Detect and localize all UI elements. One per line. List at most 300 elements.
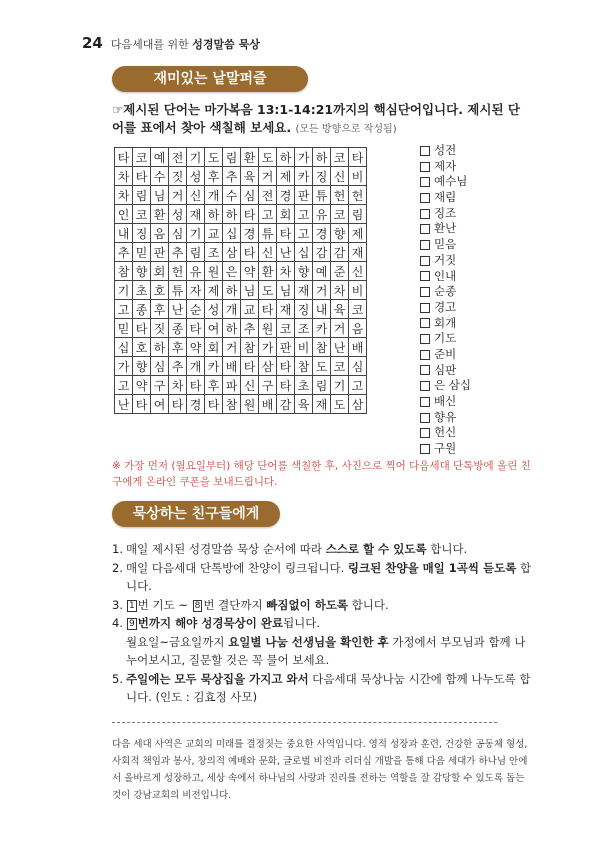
- word-list-item: [420, 237, 471, 253]
- word-list-item: [420, 174, 471, 190]
- grid-cell[interactable]: 튜: [169, 281, 187, 300]
- step-text-bold: 링크된 찬양을 매일 1곡씩 듣도록: [347, 560, 517, 575]
- word-list-item: [420, 269, 471, 285]
- grid-row: [115, 319, 367, 338]
- grid-cell[interactable]: 예: [151, 148, 169, 167]
- grid-cell[interactable]: 십: [295, 243, 313, 262]
- word-label: 징조: [434, 205, 457, 220]
- word-label: 예수님: [434, 174, 468, 189]
- grid-cell[interactable]: 추: [223, 167, 241, 186]
- checkbox[interactable]: [420, 287, 430, 297]
- grid-cell[interactable]: 후: [169, 338, 187, 357]
- meditation-section-title: 묵상하는 친구들에게: [112, 501, 280, 527]
- grid-cell[interactable]: 튜: [313, 186, 331, 205]
- grid-row: [115, 186, 367, 205]
- step-text-bold: 요일별 나눔 선생님을 확인한 후: [228, 634, 389, 649]
- grid-cell[interactable]: 약: [241, 262, 259, 281]
- grid-cell[interactable]: 육: [331, 300, 349, 319]
- checkbox[interactable]: [420, 177, 430, 187]
- grid-cell[interactable]: 준: [331, 262, 349, 281]
- checkbox[interactable]: [420, 224, 430, 234]
- grid-cell[interactable]: 약: [187, 338, 205, 357]
- grid-cell[interactable]: 신: [187, 186, 205, 205]
- grid-cell[interactable]: 삼: [259, 357, 277, 376]
- grid-cell[interactable]: 헌: [169, 262, 187, 281]
- grid-cell[interactable]: 원: [259, 319, 277, 338]
- checkbox[interactable]: [420, 350, 430, 360]
- divider: [112, 722, 497, 723]
- grid-cell[interactable]: 도: [259, 281, 277, 300]
- grid-cell[interactable]: 타: [241, 357, 259, 376]
- grid-cell[interactable]: 코: [331, 205, 349, 224]
- checkbox[interactable]: [420, 318, 430, 328]
- step-number: 5.: [112, 671, 123, 686]
- word-list-item: [420, 221, 471, 237]
- word-list-item: [420, 159, 471, 175]
- grid-cell[interactable]: 가: [295, 148, 313, 167]
- checkbox[interactable]: [420, 162, 430, 172]
- grid-cell[interactable]: 배: [259, 395, 277, 414]
- grid-cell[interactable]: 카: [313, 319, 331, 338]
- word-label: 거짓: [434, 252, 457, 267]
- grid-cell[interactable]: 환: [259, 262, 277, 281]
- grid-cell[interactable]: 차: [331, 281, 349, 300]
- grid-cell[interactable]: 회: [151, 262, 169, 281]
- grid-cell[interactable]: 고: [349, 376, 367, 395]
- grid-cell[interactable]: 타: [115, 148, 133, 167]
- grid-cell[interactable]: 성: [169, 205, 187, 224]
- step-text-part: 매일 제시된 성경말씀 묵상 순서에 따라: [126, 542, 326, 556]
- grid-row: [115, 357, 367, 376]
- step-text-bold: 주일에는 모두 묵상집을 가지고 와서: [126, 671, 309, 686]
- grid-cell[interactable]: 내: [313, 300, 331, 319]
- grid-cell[interactable]: 교: [205, 224, 223, 243]
- grid-cell[interactable]: 고: [295, 224, 313, 243]
- grid-cell[interactable]: 기: [115, 281, 133, 300]
- grid-cell[interactable]: 조: [205, 243, 223, 262]
- step-4: [112, 614, 532, 670]
- grid-cell[interactable]: 도: [205, 148, 223, 167]
- grid-cell[interactable]: 삼: [349, 395, 367, 414]
- grid-cell[interactable]: 삼: [223, 243, 241, 262]
- grid-cell[interactable]: 고: [259, 205, 277, 224]
- grid-cell[interactable]: 감: [313, 243, 331, 262]
- word-list-item: [420, 363, 471, 379]
- grid-cell[interactable]: 은: [223, 262, 241, 281]
- word-list-item: [420, 347, 471, 363]
- grid-cell[interactable]: 개: [223, 300, 241, 319]
- checkbox[interactable]: [420, 444, 430, 454]
- boxed-number: 1: [129, 600, 135, 611]
- grid-row: [115, 224, 367, 243]
- word-label: 은 삼십: [434, 378, 471, 393]
- step-text-bold: 번까지 해야 성경묵상이 완료: [137, 616, 284, 630]
- grid-cell[interactable]: 십: [115, 338, 133, 357]
- grid-cell[interactable]: 차: [277, 262, 295, 281]
- grid-cell[interactable]: 차: [169, 376, 187, 395]
- grid-cell[interactable]: 약: [133, 376, 151, 395]
- grid-cell[interactable]: 거: [169, 186, 187, 205]
- step-text-part: 매일 다음세대 단톡방에 찬양이 링크됩니다.: [126, 560, 348, 575]
- grid-cell[interactable]: 음: [349, 319, 367, 338]
- grid-cell[interactable]: 개: [187, 357, 205, 376]
- grid-cell[interactable]: 후: [205, 167, 223, 186]
- grid-cell[interactable]: 종: [133, 300, 151, 319]
- step-number: 1.: [112, 542, 123, 556]
- grid-cell[interactable]: 거: [313, 281, 331, 300]
- grid-cell[interactable]: 회: [277, 205, 295, 224]
- grid-cell[interactable]: 향: [133, 357, 151, 376]
- grid-cell[interactable]: 후: [205, 376, 223, 395]
- grid-cell[interactable]: 타: [277, 224, 295, 243]
- grid-cell[interactable]: 향: [133, 262, 151, 281]
- step-2: [112, 559, 532, 596]
- grid-cell[interactable]: 비: [349, 167, 367, 186]
- grid-cell[interactable]: 튜: [259, 224, 277, 243]
- word-list-item: [420, 425, 471, 441]
- grid-cell[interactable]: 심: [349, 357, 367, 376]
- grid-cell[interactable]: 구: [259, 376, 277, 395]
- grid-cell[interactable]: 타: [187, 319, 205, 338]
- word-list-item: [420, 378, 471, 394]
- grid-cell[interactable]: 타: [169, 395, 187, 414]
- grid-row: [115, 376, 367, 395]
- grid-cell[interactable]: 징: [133, 224, 151, 243]
- grid-cell[interactable]: 순: [187, 300, 205, 319]
- grid-cell[interactable]: 타: [277, 376, 295, 395]
- grid-cell[interactable]: 십: [223, 224, 241, 243]
- grid-cell[interactable]: 유: [187, 262, 205, 281]
- grid-cell[interactable]: 수: [223, 186, 241, 205]
- vision-statement: 다음 세대 사역은 교회의 미래를 결정짓는 중요한 사역입니다. 영적 성장과 훈련, 건강한 공동체 형성, 사회적 책임과 봉사, 창의적 예배와 문화, 글로벌 비전과 리더십 개발을 통해 다음 세대가 하나님 안에서 올바르게 성장하고, 세상 속에서 하나님의 사랑과 진리를 전하는 역할을 잘 감당할 수 있도록 돕는 것이 강남교회의 비전입니다.: [112, 739, 528, 801]
- coupon-remark: ※ 가장 먼저 (월요일부터) 해당 단어를 색칠한 후, 사진으로 찍어 다음세대 단톡방에 올린 친구에게 온라인 쿠폰을 보내드립니다.: [112, 460, 531, 488]
- grid-cell[interactable]: 하: [151, 338, 169, 357]
- checkbox[interactable]: [420, 365, 430, 375]
- grid-cell[interactable]: 타: [241, 243, 259, 262]
- grid-row: [115, 243, 367, 262]
- grid-cell[interactable]: 난: [277, 243, 295, 262]
- word-list-item: [420, 410, 471, 426]
- grid-cell[interactable]: 고: [115, 376, 133, 395]
- word-list-item: [420, 190, 471, 206]
- grid-cell[interactable]: 육: [241, 167, 259, 186]
- grid-cell[interactable]: 참: [313, 338, 331, 357]
- grid-cell[interactable]: 판: [277, 338, 295, 357]
- word-label: 경고: [434, 299, 457, 314]
- grid-cell[interactable]: 전: [169, 148, 187, 167]
- grid-cell[interactable]: 림: [349, 205, 367, 224]
- grid-cell[interactable]: 초: [295, 376, 313, 395]
- checkbox[interactable]: [420, 428, 430, 438]
- grid-cell[interactable]: 님: [277, 281, 295, 300]
- grid-cell[interactable]: 믿: [133, 243, 151, 262]
- step-text: [126, 596, 389, 615]
- grid-cell[interactable]: 호: [151, 281, 169, 300]
- grid-cell[interactable]: 코: [331, 357, 349, 376]
- grid-cell[interactable]: 림: [133, 186, 151, 205]
- grid-cell[interactable]: 성: [187, 167, 205, 186]
- grid-cell[interactable]: 교: [241, 300, 259, 319]
- grid-cell[interactable]: 기: [331, 376, 349, 395]
- grid-cell[interactable]: 자: [187, 281, 205, 300]
- step-text-part: 월요일~금요일까지: [126, 634, 229, 649]
- grid-cell[interactable]: 기: [187, 148, 205, 167]
- grid-cell[interactable]: 타: [133, 167, 151, 186]
- grid-row: [115, 262, 367, 281]
- grid-cell[interactable]: 비: [295, 338, 313, 357]
- grid-cell[interactable]: 추: [169, 357, 187, 376]
- checkbox[interactable]: [420, 381, 430, 391]
- step-number: 3.: [112, 597, 123, 612]
- grid-cell[interactable]: 재: [277, 300, 295, 319]
- grid-cell[interactable]: 조: [295, 319, 313, 338]
- grid-cell[interactable]: 판: [151, 243, 169, 262]
- grid-cell[interactable]: 재: [349, 243, 367, 262]
- grid-cell[interactable]: 코: [133, 148, 151, 167]
- grid-cell[interactable]: 도: [259, 148, 277, 167]
- step-text: [126, 540, 467, 559]
- grid-cell[interactable]: 예: [313, 262, 331, 281]
- step-text-part: 번 기도 ~: [137, 597, 192, 612]
- instructions-note: (모든 방향으로 작성됨): [295, 124, 397, 135]
- grid-cell[interactable]: 환: [241, 148, 259, 167]
- grid-cell[interactable]: 도: [331, 395, 349, 414]
- grid-cell[interactable]: 초: [133, 281, 151, 300]
- step-text-bold: 스스로 할 수 있도록: [325, 542, 427, 556]
- boxed-number: 9: [129, 619, 135, 629]
- grid-cell[interactable]: 향: [295, 262, 313, 281]
- grid-cell[interactable]: 가: [115, 357, 133, 376]
- grid-cell[interactable]: 호: [133, 338, 151, 357]
- page-header: [82, 34, 260, 52]
- grid-cell[interactable]: 신: [349, 262, 367, 281]
- grid-cell[interactable]: 향: [331, 224, 349, 243]
- boxed-number: 8: [194, 600, 201, 611]
- grid-cell[interactable]: 난: [169, 300, 187, 319]
- checkbox[interactable]: [420, 256, 430, 266]
- grid-cell[interactable]: 거: [259, 167, 277, 186]
- step-1: [112, 540, 532, 559]
- step-5: [112, 670, 532, 707]
- checkbox[interactable]: [420, 303, 430, 313]
- grid-cell[interactable]: 여: [151, 395, 169, 414]
- grid-cell[interactable]: 제: [277, 167, 295, 186]
- grid-cell[interactable]: 제: [349, 224, 367, 243]
- grid-cell[interactable]: 추: [169, 243, 187, 262]
- grid-cell[interactable]: 헌: [349, 186, 367, 205]
- word-list: [420, 143, 471, 457]
- grid-cell[interactable]: 내: [115, 224, 133, 243]
- grid-cell[interactable]: 추: [241, 319, 259, 338]
- grid-cell[interactable]: 림: [187, 243, 205, 262]
- grid-cell[interactable]: 원: [205, 262, 223, 281]
- checkbox[interactable]: [420, 397, 430, 407]
- grid-cell[interactable]: 재: [295, 281, 313, 300]
- puzzle-instructions: [112, 101, 532, 139]
- grid-cell[interactable]: 배: [349, 338, 367, 357]
- word-label: 심판: [434, 362, 457, 377]
- word-list-item: [420, 394, 471, 410]
- grid-cell[interactable]: 카: [295, 167, 313, 186]
- grid-cell[interactable]: 전: [259, 186, 277, 205]
- grid-cell[interactable]: 제: [205, 281, 223, 300]
- grid-cell[interactable]: 짓: [151, 319, 169, 338]
- grid-cell[interactable]: 종: [169, 319, 187, 338]
- grid-cell[interactable]: 징: [295, 300, 313, 319]
- checkbox[interactable]: [420, 413, 430, 423]
- word-label: 헌신: [434, 425, 457, 440]
- step-text-part: 번 결단까지: [203, 597, 267, 612]
- grid-cell[interactable]: 카: [205, 357, 223, 376]
- word-label: 구원: [434, 441, 457, 456]
- grid-cell[interactable]: 재: [313, 395, 331, 414]
- word-list-item: [420, 441, 471, 457]
- grid-cell[interactable]: 림: [313, 376, 331, 395]
- word-label: 준비: [434, 346, 457, 361]
- grid-row: [115, 300, 367, 319]
- grid-cell[interactable]: 인: [115, 205, 133, 224]
- grid-cell[interactable]: 회: [205, 338, 223, 357]
- grid-row: [115, 205, 367, 224]
- word-label: 향유: [434, 409, 457, 424]
- grid-cell[interactable]: 타: [133, 319, 151, 338]
- word-list-item: [420, 206, 471, 222]
- word-list-item: [420, 331, 471, 347]
- grid-cell[interactable]: 고: [115, 300, 133, 319]
- grid-cell[interactable]: 난: [115, 395, 133, 414]
- grid-cell[interactable]: 코: [349, 300, 367, 319]
- grid-cell[interactable]: 하: [223, 205, 241, 224]
- grid-cell[interactable]: 신: [259, 243, 277, 262]
- grid-cell[interactable]: 하: [223, 319, 241, 338]
- grid-cell[interactable]: 님: [151, 186, 169, 205]
- grid-cell[interactable]: 난: [331, 338, 349, 357]
- word-list-item: [420, 143, 471, 159]
- grid-cell[interactable]: 기: [187, 224, 205, 243]
- grid-cell[interactable]: 신: [331, 167, 349, 186]
- grid-cell[interactable]: 후: [151, 300, 169, 319]
- grid-cell[interactable]: 참: [295, 357, 313, 376]
- book-title-main: 성경말씀 묵상: [192, 38, 260, 51]
- grid-cell[interactable]: 심: [169, 224, 187, 243]
- grid-cell[interactable]: 하: [313, 148, 331, 167]
- grid-cell[interactable]: 추: [115, 243, 133, 262]
- grid-cell[interactable]: 타: [349, 148, 367, 167]
- grid-cell[interactable]: 신: [241, 376, 259, 395]
- grid-cell[interactable]: 경: [187, 395, 205, 414]
- grid-cell[interactable]: 수: [151, 167, 169, 186]
- grid-cell[interactable]: 차: [115, 167, 133, 186]
- grid-cell[interactable]: 비: [349, 281, 367, 300]
- book-title: [111, 36, 260, 52]
- grid-cell[interactable]: 하: [223, 281, 241, 300]
- word-list-item: [420, 316, 471, 332]
- grid-cell[interactable]: 코: [277, 319, 295, 338]
- checkbox[interactable]: [420, 209, 430, 219]
- grid-cell[interactable]: 타: [133, 395, 151, 414]
- grid-cell[interactable]: 심: [151, 357, 169, 376]
- grid-cell[interactable]: 타: [205, 395, 223, 414]
- grid-cell[interactable]: 배: [223, 357, 241, 376]
- grid-cell[interactable]: 거: [223, 338, 241, 357]
- word-list-item: [420, 284, 471, 300]
- grid-cell[interactable]: 개: [205, 186, 223, 205]
- checkbox[interactable]: [420, 146, 430, 156]
- word-label: 기도: [434, 331, 457, 346]
- grid-cell[interactable]: 심: [241, 186, 259, 205]
- step-number: 4.: [112, 616, 123, 630]
- checkbox[interactable]: [420, 271, 430, 281]
- grid-cell[interactable]: 님: [241, 281, 259, 300]
- grid-cell[interactable]: 짓: [169, 167, 187, 186]
- grid-cell[interactable]: 거: [331, 319, 349, 338]
- step-text: [126, 559, 532, 596]
- checkbox[interactable]: [420, 240, 430, 250]
- grid-cell[interactable]: 타: [187, 376, 205, 395]
- grid-cell[interactable]: 림: [223, 148, 241, 167]
- grid-cell[interactable]: 참: [115, 262, 133, 281]
- puzzle-section-title: 재미있는 낱말퍼즐: [112, 66, 308, 92]
- step-text-part: 가정에서 부모님과 함께 나누어보시고, 질문할 것은 꼭 물어 보세요.: [126, 634, 526, 667]
- grid-cell[interactable]: 믿: [115, 319, 133, 338]
- page-number: 24: [82, 34, 103, 52]
- checkbox[interactable]: [420, 193, 430, 203]
- grid-cell[interactable]: 감: [277, 395, 295, 414]
- grid-cell[interactable]: 코: [133, 205, 151, 224]
- pointing-hand-icon: ☞: [112, 102, 124, 117]
- grid-cell[interactable]: 여: [205, 319, 223, 338]
- grid-cell[interactable]: 타: [241, 205, 259, 224]
- grid-cell[interactable]: 육: [295, 395, 313, 414]
- grid-cell[interactable]: 재: [187, 205, 205, 224]
- grid-cell[interactable]: 경: [277, 186, 295, 205]
- grid-cell[interactable]: 헌: [331, 186, 349, 205]
- grid-cell[interactable]: 판: [295, 186, 313, 205]
- grid-cell[interactable]: 경: [313, 224, 331, 243]
- grid-cell[interactable]: 감: [331, 243, 349, 262]
- grid-cell[interactable]: 환: [151, 205, 169, 224]
- instructions-text: 제시된 단어는 마가복음 13:1-14:21까지의 핵심단어입니다. 제시된 단어를 표에서 찾아 색칠해 보세요.: [112, 102, 520, 135]
- grid-cell[interactable]: 하: [277, 148, 295, 167]
- word-label: 인내: [434, 268, 457, 283]
- grid-cell[interactable]: 참: [241, 338, 259, 357]
- grid-cell[interactable]: 코: [331, 148, 349, 167]
- meditation-steps: [112, 540, 532, 707]
- grid-cell[interactable]: 하: [205, 205, 223, 224]
- grid-cell[interactable]: 징: [313, 167, 331, 186]
- grid-row: [115, 167, 367, 186]
- grid-cell[interactable]: 유: [313, 205, 331, 224]
- step-number: 2.: [112, 560, 123, 575]
- grid-cell[interactable]: 가: [259, 338, 277, 357]
- grid-cell[interactable]: 음: [151, 224, 169, 243]
- grid-cell[interactable]: 원: [241, 395, 259, 414]
- grid-cell[interactable]: 성: [205, 300, 223, 319]
- grid-cell[interactable]: 도: [313, 357, 331, 376]
- word-label: 순종: [434, 284, 457, 299]
- checkbox[interactable]: [420, 334, 430, 344]
- word-list-item: [420, 300, 471, 316]
- grid-cell[interactable]: 참: [223, 395, 241, 414]
- grid-cell[interactable]: 차: [115, 186, 133, 205]
- grid-cell[interactable]: 타: [259, 300, 277, 319]
- grid-cell[interactable]: 경: [241, 224, 259, 243]
- grid-cell[interactable]: 타: [277, 357, 295, 376]
- grid-cell[interactable]: 구: [151, 376, 169, 395]
- grid-cell[interactable]: 파: [223, 376, 241, 395]
- book-title-prefix: 다음세대를 위한: [110, 38, 189, 51]
- grid-cell[interactable]: 고: [295, 205, 313, 224]
